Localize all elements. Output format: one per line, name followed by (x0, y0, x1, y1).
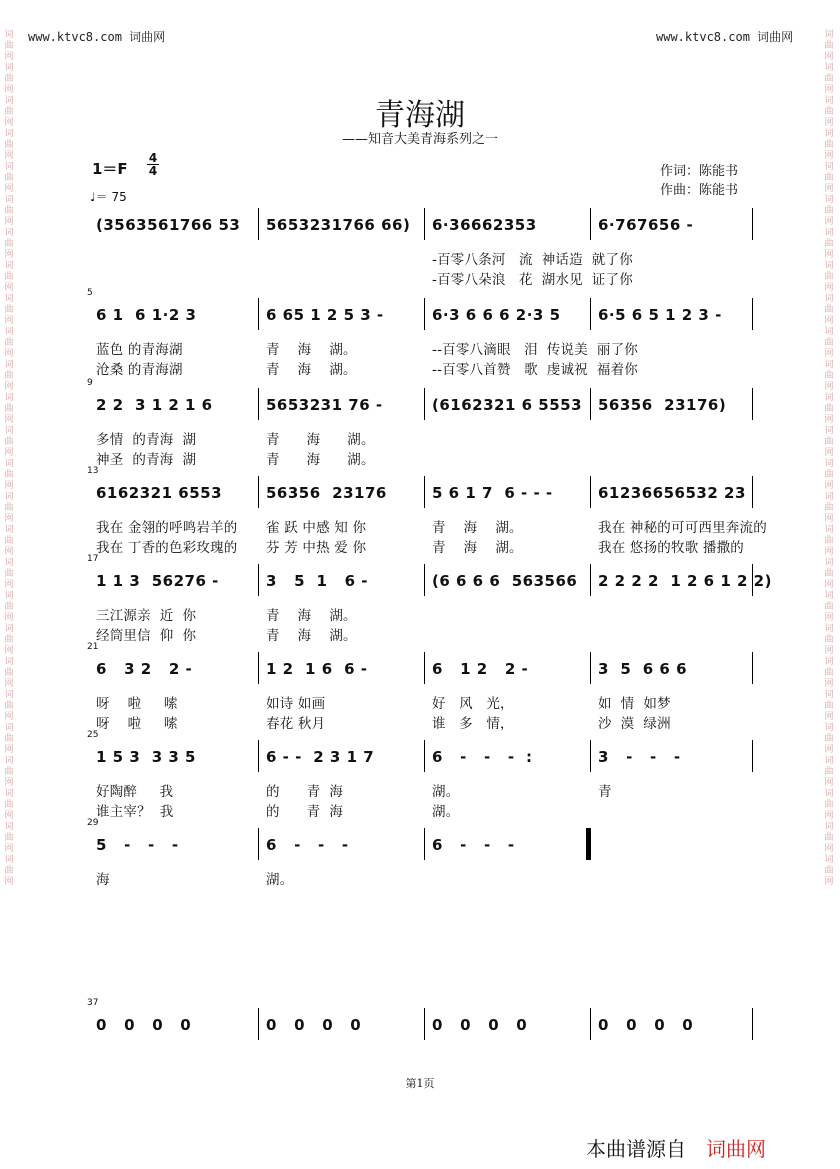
lyric-text: 多情 的青海 湖 (96, 432, 197, 448)
lyric-text: 神圣 的青海 湖 (96, 452, 197, 468)
lyric-text: 的 青 海 (266, 784, 344, 800)
source-brand: 词曲网 (706, 1137, 766, 1161)
measure-number: 21 (87, 642, 99, 652)
bar-line (258, 564, 259, 596)
song-title: 青海湖 (375, 98, 465, 133)
measure-notes: 0 0 0 0 (96, 1016, 192, 1034)
tempo-marking (90, 188, 127, 205)
bar-line (752, 740, 753, 772)
measure-notes: 5653231 76 - (266, 396, 383, 414)
lyric-text: 湖。 (432, 804, 460, 820)
bar-line (424, 1008, 425, 1040)
measure-number: 29 (87, 818, 99, 828)
measure-notes: 3 5 1 6 - (266, 572, 368, 590)
measure-notes: 5653231766 66) (266, 216, 411, 234)
bar-line (752, 652, 753, 684)
measure-notes: (6 6 6 6 563566 (432, 572, 578, 590)
lyric-text: 沙 漠 绿洲 (598, 716, 671, 732)
time-bottom: 4 (148, 164, 158, 178)
measure-number: 37 (87, 998, 99, 1008)
bar-line (590, 1008, 591, 1040)
measure-notes: 3 5 6 6 6 (598, 660, 688, 678)
measure-notes: 6 1 6 1·2 3 (96, 306, 197, 324)
bar-line (590, 740, 591, 772)
lyric-text: 海 (96, 872, 110, 888)
lyric-text: 谁 多 情， (432, 716, 514, 732)
bar-line (424, 652, 425, 684)
lyric-text: 青 海 湖。 (432, 540, 523, 556)
lyric-text: 春花 秋月 (266, 716, 326, 732)
bar-line (590, 476, 591, 508)
bar-line (424, 476, 425, 508)
key-signature: 1＝F (92, 160, 128, 178)
measure-notes: (3563561766 53 (96, 216, 241, 234)
measure-notes: 56356 23176 (266, 484, 387, 502)
bar-line (752, 298, 753, 330)
measure-notes: 6·5 6 5 1 2 3 - (598, 306, 722, 324)
lyric-text: 青 海 湖。 (266, 342, 357, 358)
measure-notes: 5 - - - (96, 836, 179, 854)
bar-line (424, 208, 425, 240)
tempo-value: ＝ 75 (95, 190, 127, 204)
measure-notes: 0 0 0 0 (598, 1016, 694, 1034)
measure-number: 17 (87, 554, 99, 564)
page-number: 第1页 (405, 1077, 435, 1090)
bar-line (258, 208, 259, 240)
measure-notes: 6 - - - : (432, 748, 533, 766)
measure-notes: 2 2 2 2 1 2 6 1 2 2) (598, 572, 772, 590)
measure-notes: 6·3 6 6 6 2·3 5 (432, 306, 561, 324)
measure-notes: 6 65 1 2 5 3 - (266, 306, 384, 324)
measure-notes: 6 - - - (266, 836, 349, 854)
measure-number: 9 (87, 378, 93, 388)
measure-notes: 3 - - - (598, 748, 681, 766)
lyric-text: 三江源亲 近 你 (96, 608, 197, 624)
lyric-text: 青 海 湖。 (266, 452, 375, 468)
composer: 作曲：陈能书 (660, 183, 739, 198)
final-bar-line (586, 828, 590, 860)
measure-notes: 56356 23176) (598, 396, 727, 414)
bar-line (590, 208, 591, 240)
time-signature (147, 152, 159, 177)
lyric-text: 雀 跃 中感 知 你 (266, 520, 367, 536)
bar-line (258, 298, 259, 330)
measure-notes: 2 2 3 1 2 1 6 (96, 396, 213, 414)
lyric-text: 呀 啦 嗦 (96, 716, 178, 732)
watermark-side-right: 词曲网词曲网词曲网词曲网词曲网词曲网词曲网词曲网词曲网词曲网词曲网词曲网词曲网词曲网词曲网词曲网词曲网词曲网词曲网词曲网词曲网词曲网词曲网词曲网词曲网词曲网 (824, 30, 834, 887)
lyric-text: 呀 啦 嗦 (96, 696, 178, 712)
bar-line (752, 476, 753, 508)
lyric-text: --百零八滴眼 泪 传说美 丽了你 (432, 342, 638, 358)
bar-line (424, 564, 425, 596)
lyric-text: 青 海 湖。 (266, 608, 357, 624)
measure-notes: 6 3 2 2 - (96, 660, 193, 678)
lyric-text: 如 情 如梦 (598, 696, 671, 712)
bar-line (590, 652, 591, 684)
bar-line (258, 388, 259, 420)
measure-number: 25 (87, 730, 99, 740)
lyric-text: 青 海 湖。 (266, 432, 375, 448)
lyric-text: 湖。 (266, 872, 294, 888)
lyric-text: 我在 悠扬的牧歌 播撒的 (598, 540, 744, 556)
lyric-text: 芬 芳 中热 爱 你 (266, 540, 367, 556)
watermark-top-right: www.ktvc8.com 词曲网 (656, 30, 794, 44)
lyric-text: -百零八朵浪 花 湖水见 证了你 (432, 272, 633, 288)
bar-line (258, 828, 259, 860)
bar-line (590, 298, 591, 330)
measure-number: 13 (87, 466, 99, 476)
bar-line (590, 388, 591, 420)
measure-notes: 1 5 3 3 3 5 (96, 748, 196, 766)
measure-notes: 61236656532 23 (598, 484, 746, 502)
lyric-text: 青 海 湖。 (266, 362, 357, 378)
lyric-text: -百零八条河 流 神话造 就了你 (432, 252, 633, 268)
measure-notes: 6 1 2 2 - (432, 660, 529, 678)
bar-line (258, 1008, 259, 1040)
bar-line (258, 652, 259, 684)
bar-line (424, 740, 425, 772)
measure-notes: 0 0 0 0 (432, 1016, 528, 1034)
measure-notes: 0 0 0 0 (266, 1016, 362, 1034)
measure-notes: 6162321 6553 (96, 484, 223, 502)
bar-line (258, 740, 259, 772)
measure-notes: 6·767656 - (598, 216, 694, 234)
lyric-text: 好 风 光， (432, 696, 514, 712)
lyric-text: 好陶醉 我 (96, 784, 174, 800)
bar-line (258, 476, 259, 508)
lyric-text: 我在 丁香的色彩玫瑰的 (96, 540, 238, 556)
quarter-note-icon: ♩ (90, 190, 96, 204)
lyric-text: 蓝色 的青海湖 (96, 342, 183, 358)
lyric-text: 青 海 湖。 (432, 520, 523, 536)
lyric-text: 青 (598, 784, 612, 800)
measure-notes: 1 2 1 6 6 - (266, 660, 368, 678)
lyric-text: 沧桑 的青海湖 (96, 362, 183, 378)
watermark-top-left: www.ktvc8.com 词曲网 (28, 30, 166, 44)
measure-notes: (6162321 6 5553 (432, 396, 583, 414)
measure-number: 5 (87, 288, 93, 298)
measure-notes: 1 1 3 56276 - (96, 572, 219, 590)
lyric-text: 我在 神秘的可可西里奔流的 (598, 520, 767, 536)
bar-line (752, 388, 753, 420)
source-credit (586, 1133, 766, 1162)
lyric-text: 的 青 海 (266, 804, 344, 820)
lyric-text: 湖。 (432, 784, 460, 800)
time-top: 4 (148, 151, 158, 165)
measure-notes: 6 - - 2 3 1 7 (266, 748, 375, 766)
measure-notes: 6·36662353 (432, 216, 537, 234)
bar-line (590, 828, 591, 860)
lyric-text: 经筒里信 仰 你 (96, 628, 197, 644)
source-text: 本曲谱源自 (586, 1137, 686, 1161)
lyricist: 作词：陈能书 (660, 164, 739, 179)
measure-notes: 5 6 1 7 6 - - - (432, 484, 553, 502)
lyric-text: 谁主宰？ 我 (96, 804, 174, 820)
lyric-text: 青 海 湖。 (266, 628, 357, 644)
bar-line (590, 564, 591, 596)
bar-line (424, 388, 425, 420)
song-subtitle: ——知音大美青海系列之一 (341, 132, 498, 147)
lyric-text: --百零八首赞 歌 虔诚祝 福着你 (432, 362, 638, 378)
watermark-side-left: 词曲网词曲网词曲网词曲网词曲网词曲网词曲网词曲网词曲网词曲网词曲网词曲网词曲网词曲网词曲网词曲网词曲网词曲网词曲网词曲网词曲网词曲网词曲网词曲网词曲网词曲网 (4, 30, 14, 887)
bar-line (424, 298, 425, 330)
bar-line (752, 1008, 753, 1040)
measure-notes: 6 - - - (432, 836, 515, 854)
bar-line (752, 208, 753, 240)
lyric-text: 我在 金翎的呼鸣岩羊的 (96, 520, 238, 536)
lyric-text: 如诗 如画 (266, 696, 326, 712)
bar-line (424, 828, 425, 860)
